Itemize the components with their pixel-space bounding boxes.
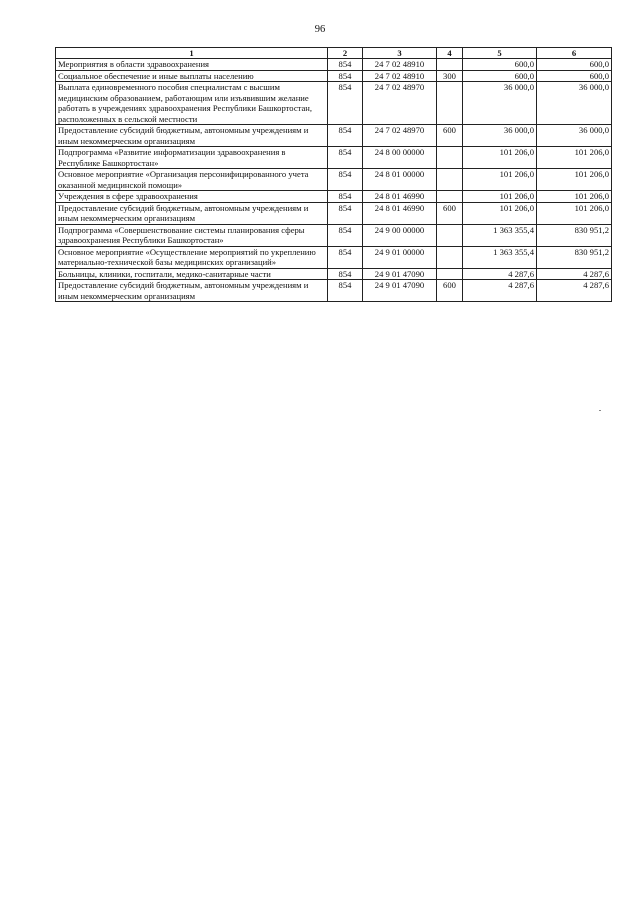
- row-ministry-code: 854: [328, 246, 363, 268]
- row-name: Подпрограмма «Развитие информатизации здравоохранения в Республике Башкортостан»: [56, 147, 328, 169]
- table-row: [56, 147, 612, 169]
- row-amount-year-2: 4 287,6: [537, 280, 612, 302]
- row-amount-year-1: 36 000,0: [463, 125, 537, 147]
- row-amount-year-2: 36 000,0: [537, 82, 612, 125]
- row-amount-year-2: 101 206,0: [537, 147, 612, 169]
- row-amount-year-2: 830 951,2: [537, 224, 612, 246]
- row-expense-type: 600: [437, 280, 463, 302]
- row-name: Предоставление субсидий бюджетным, автономным учреждениям и иным некоммерческим организациям: [56, 125, 328, 147]
- header-col-3: 3: [363, 48, 437, 59]
- table-row: [56, 125, 612, 147]
- page-number: 96: [314, 24, 326, 35]
- header-col-2: 2: [328, 48, 363, 59]
- row-expense-type: [437, 82, 463, 125]
- table-row: [56, 169, 612, 191]
- row-expense-type: [437, 224, 463, 246]
- row-target-code: 24 9 01 47090: [363, 268, 437, 280]
- row-amount-year-2: 101 206,0: [537, 191, 612, 203]
- row-name: Основное мероприятие «Осуществление мероприятий по укреплению материально-технической базы медицинских организаций»: [56, 246, 328, 268]
- row-target-code: 24 9 01 47090: [363, 280, 437, 302]
- row-name: Мероприятия в области здравоохранения: [56, 59, 328, 71]
- row-amount-year-1: 4 287,6: [463, 280, 537, 302]
- table-row: [56, 246, 612, 268]
- row-expense-type: [437, 59, 463, 71]
- row-target-code: 24 8 01 46990: [363, 202, 437, 224]
- budget-table: [55, 47, 612, 302]
- table-row: [56, 59, 612, 71]
- row-amount-year-2: 36 000,0: [537, 125, 612, 147]
- header-col-6: 6: [537, 48, 612, 59]
- row-target-code: 24 9 00 00000: [363, 224, 437, 246]
- row-expense-type: [437, 268, 463, 280]
- row-ministry-code: 854: [328, 82, 363, 125]
- row-amount-year-2: 600,0: [537, 70, 612, 82]
- row-target-code: 24 7 02 48910: [363, 59, 437, 71]
- header-row: [56, 48, 612, 59]
- row-amount-year-1: 600,0: [463, 70, 537, 82]
- row-amount-year-2: 4 287,6: [537, 268, 612, 280]
- row-target-code: 24 9 01 00000: [363, 246, 437, 268]
- row-expense-type: 600: [437, 125, 463, 147]
- row-amount-year-1: 1 363 355,4: [463, 246, 537, 268]
- row-amount-year-1: 1 363 355,4: [463, 224, 537, 246]
- row-amount-year-1: 101 206,0: [463, 191, 537, 203]
- row-expense-type: [437, 191, 463, 203]
- header-col-5: 5: [463, 48, 537, 59]
- row-expense-type: 600: [437, 202, 463, 224]
- row-name: Больницы, клиники, госпитали, медико-санитарные части: [56, 268, 328, 280]
- row-expense-type: [437, 169, 463, 191]
- header-col-4: 4: [437, 48, 463, 59]
- row-ministry-code: 854: [328, 70, 363, 82]
- row-ministry-code: 854: [328, 191, 363, 203]
- row-ministry-code: 854: [328, 280, 363, 302]
- table-row: [56, 70, 612, 82]
- row-expense-type: [437, 246, 463, 268]
- table-row: [56, 268, 612, 280]
- header-col-1: 1: [56, 48, 328, 59]
- row-ministry-code: 854: [328, 147, 363, 169]
- row-ministry-code: 854: [328, 125, 363, 147]
- row-amount-year-1: 101 206,0: [463, 169, 537, 191]
- row-target-code: 24 8 00 00000: [363, 147, 437, 169]
- table-header: [56, 48, 612, 59]
- row-ministry-code: 854: [328, 268, 363, 280]
- row-name: Социальное обеспечение и иные выплаты населению: [56, 70, 328, 82]
- row-name: Учреждения в сфере здравоохранения: [56, 191, 328, 203]
- row-amount-year-1: 101 206,0: [463, 147, 537, 169]
- row-target-code: 24 7 02 48910: [363, 70, 437, 82]
- row-amount-year-1: 600,0: [463, 59, 537, 71]
- row-ministry-code: 854: [328, 169, 363, 191]
- row-expense-type: 300: [437, 70, 463, 82]
- table-row: [56, 280, 612, 302]
- row-name: Предоставление субсидий бюджетным, автономным учреждениям и иным некоммерческим организациям: [56, 280, 328, 302]
- row-amount-year-2: 101 206,0: [537, 202, 612, 224]
- row-amount-year-2: 830 951,2: [537, 246, 612, 268]
- row-amount-year-1: 101 206,0: [463, 202, 537, 224]
- scan-speck: [599, 410, 601, 411]
- table-row: [56, 202, 612, 224]
- table-row: [56, 224, 612, 246]
- row-name: Основное мероприятие «Организация персонифицированного учета оказанной медицинской помощи»: [56, 169, 328, 191]
- row-target-code: 24 8 01 00000: [363, 169, 437, 191]
- row-amount-year-2: 101 206,0: [537, 169, 612, 191]
- table-row: [56, 82, 612, 125]
- row-amount-year-1: 36 000,0: [463, 82, 537, 125]
- row-ministry-code: 854: [328, 224, 363, 246]
- row-amount-year-1: 4 287,6: [463, 268, 537, 280]
- table-body: [56, 59, 612, 302]
- row-ministry-code: 854: [328, 59, 363, 71]
- row-name: Выплата единовременного пособия специалистам с высшим медицинским образованием, работающим или изъявившим желание работать в учреждениях здравоохранения Республики Башкортостан, расположенных в сельской местности: [56, 82, 328, 125]
- row-target-code: 24 7 02 48970: [363, 125, 437, 147]
- table-row: [56, 191, 612, 203]
- row-target-code: 24 8 01 46990: [363, 191, 437, 203]
- row-name: Предоставление субсидий бюджетным, автономным учреждениям и иным некоммерческим организациям: [56, 202, 328, 224]
- row-amount-year-2: 600,0: [537, 59, 612, 71]
- row-name: Подпрограмма «Совершенствование системы планирования сферы здравоохранения Республики Башкортостан»: [56, 224, 328, 246]
- row-ministry-code: 854: [328, 202, 363, 224]
- row-target-code: 24 7 02 48970: [363, 82, 437, 125]
- row-expense-type: [437, 147, 463, 169]
